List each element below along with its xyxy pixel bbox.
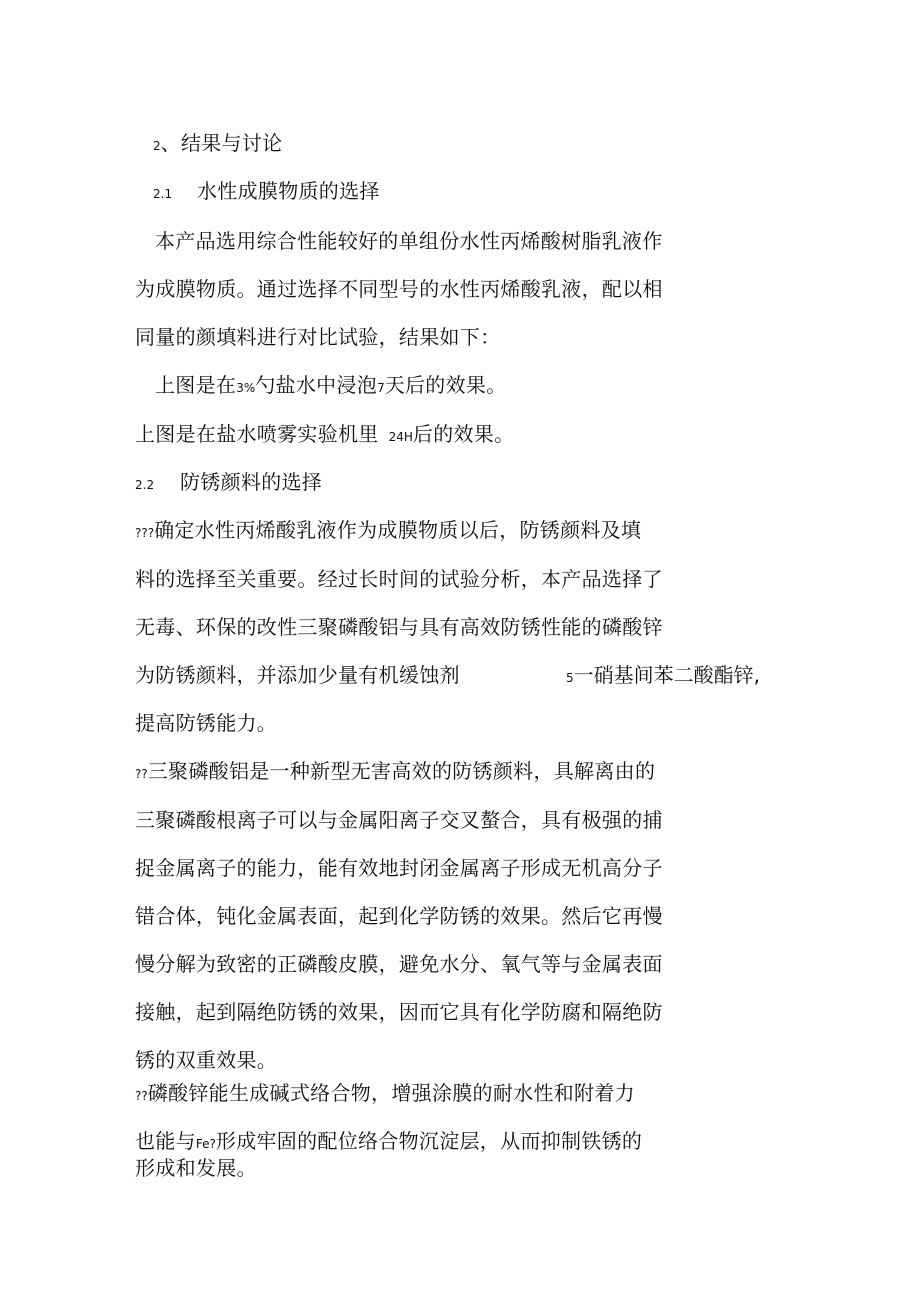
subsection-title-2: 防锈颜料的选择 <box>180 470 323 494</box>
para-2-line-4-right-text: 一硝基间苯二酸酯锌, <box>573 663 760 687</box>
para-2-line-1 <box>135 518 641 545</box>
para-1-line-3: 同量的颜填料进行对比试验，结果如下： <box>135 325 501 349</box>
figure-caption-2 <box>135 422 514 449</box>
subsection-heading-1 <box>153 179 380 206</box>
para-3-line-3: 捉金属离子的能力，能有效地封闭金属离子形成无机高分子 <box>135 856 663 880</box>
caption-1-days: 7 <box>377 381 385 395</box>
para-2-line-4 <box>135 663 460 687</box>
para-2-line-3: 无毒、环保的改性三聚磷酸铝与具有高效防锈性能的磷酸锌 <box>135 615 663 639</box>
para-2-line-1-text: 确定水性丙烯酸乳液作为成膜物质以后，防锈颜料及填 <box>154 518 642 542</box>
para-2-marker: ??? <box>135 526 155 540</box>
caption-1-suffix: 天后的效果。 <box>384 373 507 397</box>
para-4-ion: Fe? <box>195 1137 216 1151</box>
para-3-line-7: 锈的双重效果。 <box>135 1048 278 1072</box>
para-4-line-2-suffix: 形成牢固的配位络合物沉淀层，从而抑制铁锈的 <box>215 1129 643 1153</box>
para-2-line-4-left: 为防锈颜料，并添加少量有机缓蚀剂 <box>135 663 460 687</box>
para-2-line-4-number: 5 <box>566 671 574 685</box>
section-number: 2 <box>153 139 161 153</box>
para-3-line-4: 错合体，钝化金属表面，起到化学防锈的效果。然后它再慢 <box>135 904 663 928</box>
caption-2-hours: 24H <box>388 430 413 444</box>
para-4-line-2-prefix: 也能与 <box>135 1129 196 1153</box>
para-3-line-6: 接触，起到隔绝防锈的效果，因而它具有化学防腐和隔绝防 <box>135 1000 663 1024</box>
subsection-heading-2 <box>135 470 322 497</box>
subsection-number-2: 2.2 <box>135 478 155 492</box>
section-heading <box>153 131 282 158</box>
figure-caption-1 <box>155 373 507 400</box>
para-1-line-1: 本产品选用综合性能较好的单组份水性丙烯酸树脂乳液作 <box>155 229 663 253</box>
para-2-line-2: 料的选择至关重要。经过长时间的试验分析，本产品选择了 <box>135 567 663 591</box>
para-3-line-2: 三聚磷酸根离子可以与金属阳离子交叉螯合，具有极强的捕 <box>135 808 663 832</box>
subsection-number-1: 2.1 <box>153 187 173 201</box>
para-2-line-4-right <box>566 663 760 690</box>
section-title: 、结果与讨论 <box>160 131 283 155</box>
para-2-line-5: 提高防锈能力。 <box>135 711 278 735</box>
caption-2-prefix: 上图是在盐水喷雾实验机里 <box>135 422 379 446</box>
para-4-line-1-text: 磷酸锌能生成碱式络合物，增强涂膜的耐水性和附着力 <box>147 1081 635 1105</box>
para-3-marker: ?? <box>135 767 148 781</box>
para-1-line-2: 为成膜物质。通过选择不同型号的水性丙烯酸乳液，配以相 <box>135 277 663 301</box>
para-4-line-3: 形成和发展。 <box>135 1156 257 1180</box>
para-4-line-1 <box>135 1081 635 1108</box>
para-3-line-1-text: 三聚磷酸铝是一种新型无害高效的防锈颜料，具解离由的 <box>147 759 656 783</box>
caption-1-prefix: 上图是在 <box>155 373 237 397</box>
para-3-line-1 <box>135 759 655 786</box>
caption-1-percent: 3% <box>236 381 256 395</box>
caption-2-suffix: 后的效果。 <box>412 422 515 446</box>
para-4-line-2 <box>135 1129 642 1156</box>
para-4-marker: ?? <box>135 1089 148 1103</box>
caption-1-middle: 勺盐水中浸泡 <box>255 373 378 397</box>
subsection-title-1: 水性成膜物质的选择 <box>197 179 380 203</box>
para-3-line-5: 慢分解为致密的正磷酸皮膜，避免水分、氧气等与金属表面 <box>135 952 663 976</box>
